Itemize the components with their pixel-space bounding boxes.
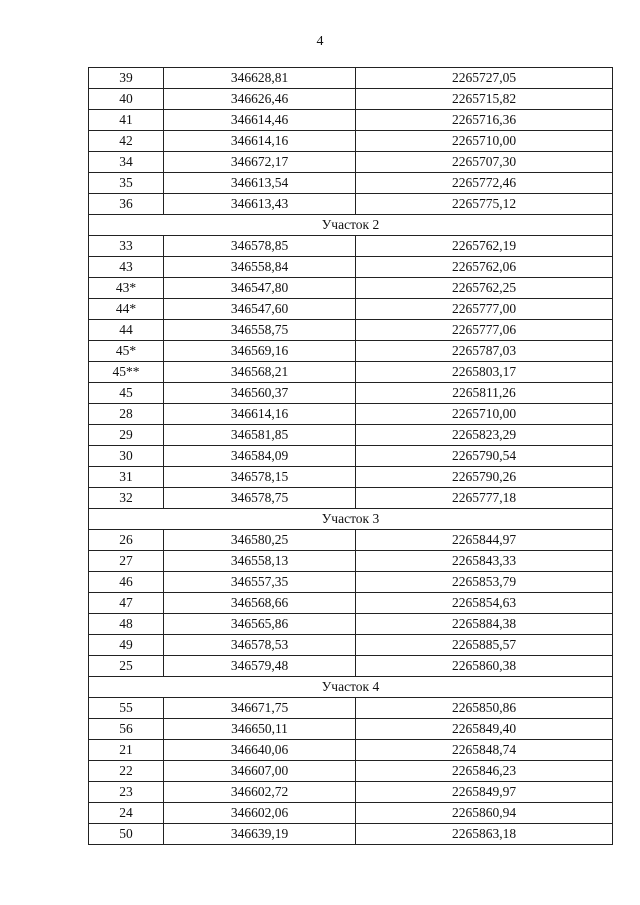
x-coordinate-cell: 346672,17 [164, 152, 356, 173]
x-coordinate-cell: 346557,35 [164, 572, 356, 593]
point-number-cell: 45** [89, 362, 164, 383]
y-coordinate-cell: 2265811,26 [356, 383, 613, 404]
y-coordinate-cell: 2265849,97 [356, 782, 613, 803]
y-coordinate-cell: 2265710,00 [356, 131, 613, 152]
y-coordinate-cell: 2265850,86 [356, 698, 613, 719]
table-row [89, 572, 613, 593]
table-row [89, 488, 613, 509]
table-row [89, 446, 613, 467]
point-number-cell: 55 [89, 698, 164, 719]
y-coordinate-cell: 2265777,18 [356, 488, 613, 509]
section-title: Участок 2 [89, 215, 613, 236]
table-row [89, 68, 613, 89]
point-number-cell: 40 [89, 89, 164, 110]
y-coordinate-cell: 2265727,05 [356, 68, 613, 89]
point-number-cell: 24 [89, 803, 164, 824]
point-number-cell: 23 [89, 782, 164, 803]
point-number-cell: 56 [89, 719, 164, 740]
table-row [89, 320, 613, 341]
section-header-row [89, 677, 613, 698]
x-coordinate-cell: 346578,75 [164, 488, 356, 509]
x-coordinate-cell: 346584,09 [164, 446, 356, 467]
point-number-cell: 36 [89, 194, 164, 215]
table-row [89, 530, 613, 551]
table-row [89, 635, 613, 656]
x-coordinate-cell: 346613,43 [164, 194, 356, 215]
y-coordinate-cell: 2265844,97 [356, 530, 613, 551]
x-coordinate-cell: 346626,46 [164, 89, 356, 110]
point-number-cell: 21 [89, 740, 164, 761]
table-row [89, 551, 613, 572]
x-coordinate-cell: 346547,80 [164, 278, 356, 299]
point-number-cell: 31 [89, 467, 164, 488]
x-coordinate-cell: 346558,13 [164, 551, 356, 572]
y-coordinate-cell: 2265860,94 [356, 803, 613, 824]
y-coordinate-cell: 2265860,38 [356, 656, 613, 677]
y-coordinate-cell: 2265715,82 [356, 89, 613, 110]
x-coordinate-cell: 346580,25 [164, 530, 356, 551]
y-coordinate-cell: 2265823,29 [356, 425, 613, 446]
point-number-cell: 45* [89, 341, 164, 362]
table-row [89, 761, 613, 782]
x-coordinate-cell: 346671,75 [164, 698, 356, 719]
point-number-cell: 49 [89, 635, 164, 656]
point-number-cell: 29 [89, 425, 164, 446]
table-row [89, 110, 613, 131]
x-coordinate-cell: 346640,06 [164, 740, 356, 761]
table-row [89, 824, 613, 845]
x-coordinate-cell: 346558,84 [164, 257, 356, 278]
x-coordinate-cell: 346613,54 [164, 173, 356, 194]
y-coordinate-cell: 2265716,36 [356, 110, 613, 131]
table-row [89, 362, 613, 383]
table-row [89, 719, 613, 740]
x-coordinate-cell: 346578,85 [164, 236, 356, 257]
y-coordinate-cell: 2265707,30 [356, 152, 613, 173]
x-coordinate-cell: 346639,19 [164, 824, 356, 845]
point-number-cell: 30 [89, 446, 164, 467]
x-coordinate-cell: 346578,53 [164, 635, 356, 656]
point-number-cell: 44 [89, 320, 164, 341]
point-number-cell: 39 [89, 68, 164, 89]
table-row [89, 236, 613, 257]
x-coordinate-cell: 346614,16 [164, 131, 356, 152]
y-coordinate-cell: 2265853,79 [356, 572, 613, 593]
table-row [89, 593, 613, 614]
y-coordinate-cell: 2265772,46 [356, 173, 613, 194]
x-coordinate-cell: 346581,85 [164, 425, 356, 446]
point-number-cell: 50 [89, 824, 164, 845]
y-coordinate-cell: 2265762,19 [356, 236, 613, 257]
point-number-cell: 47 [89, 593, 164, 614]
table-row [89, 278, 613, 299]
y-coordinate-cell: 2265790,26 [356, 467, 613, 488]
table-row [89, 698, 613, 719]
table-row [89, 152, 613, 173]
x-coordinate-cell: 346602,06 [164, 803, 356, 824]
y-coordinate-cell: 2265863,18 [356, 824, 613, 845]
table-row [89, 656, 613, 677]
table-row [89, 173, 613, 194]
y-coordinate-cell: 2265790,54 [356, 446, 613, 467]
table-row [89, 614, 613, 635]
section-title: Участок 4 [89, 677, 613, 698]
point-number-cell: 28 [89, 404, 164, 425]
table-row [89, 740, 613, 761]
point-number-cell: 32 [89, 488, 164, 509]
point-number-cell: 43* [89, 278, 164, 299]
y-coordinate-cell: 2265849,40 [356, 719, 613, 740]
x-coordinate-cell: 346578,15 [164, 467, 356, 488]
x-coordinate-cell: 346560,37 [164, 383, 356, 404]
point-number-cell: 26 [89, 530, 164, 551]
y-coordinate-cell: 2265846,23 [356, 761, 613, 782]
point-number-cell: 45 [89, 383, 164, 404]
x-coordinate-cell: 346614,46 [164, 110, 356, 131]
y-coordinate-cell: 2265787,03 [356, 341, 613, 362]
y-coordinate-cell: 2265775,12 [356, 194, 613, 215]
y-coordinate-cell: 2265803,17 [356, 362, 613, 383]
x-coordinate-cell: 346614,16 [164, 404, 356, 425]
point-number-cell: 46 [89, 572, 164, 593]
y-coordinate-cell: 2265854,63 [356, 593, 613, 614]
point-number-cell: 43 [89, 257, 164, 278]
y-coordinate-cell: 2265777,06 [356, 320, 613, 341]
table-row [89, 782, 613, 803]
x-coordinate-cell: 346650,11 [164, 719, 356, 740]
section-header-row [89, 215, 613, 236]
table-row [89, 341, 613, 362]
table-row [89, 404, 613, 425]
coordinates-table [88, 67, 613, 845]
x-coordinate-cell: 346547,60 [164, 299, 356, 320]
section-title: Участок 3 [89, 509, 613, 530]
point-number-cell: 34 [89, 152, 164, 173]
point-number-cell: 41 [89, 110, 164, 131]
x-coordinate-cell: 346579,48 [164, 656, 356, 677]
table-row [89, 467, 613, 488]
x-coordinate-cell: 346628,81 [164, 68, 356, 89]
y-coordinate-cell: 2265762,06 [356, 257, 613, 278]
point-number-cell: 27 [89, 551, 164, 572]
y-coordinate-cell: 2265762,25 [356, 278, 613, 299]
coordinates-table-body [89, 68, 613, 845]
y-coordinate-cell: 2265843,33 [356, 551, 613, 572]
y-coordinate-cell: 2265848,74 [356, 740, 613, 761]
table-row [89, 89, 613, 110]
x-coordinate-cell: 346558,75 [164, 320, 356, 341]
x-coordinate-cell: 346568,66 [164, 593, 356, 614]
y-coordinate-cell: 2265885,57 [356, 635, 613, 656]
table-row [89, 299, 613, 320]
x-coordinate-cell: 346568,21 [164, 362, 356, 383]
point-number-cell: 42 [89, 131, 164, 152]
y-coordinate-cell: 2265884,38 [356, 614, 613, 635]
x-coordinate-cell: 346602,72 [164, 782, 356, 803]
table-row [89, 383, 613, 404]
table-row [89, 131, 613, 152]
table-row [89, 803, 613, 824]
table-row [89, 425, 613, 446]
section-header-row [89, 509, 613, 530]
point-number-cell: 22 [89, 761, 164, 782]
table-row [89, 194, 613, 215]
table-row [89, 257, 613, 278]
point-number-cell: 44* [89, 299, 164, 320]
point-number-cell: 48 [89, 614, 164, 635]
x-coordinate-cell: 346565,86 [164, 614, 356, 635]
point-number-cell: 35 [89, 173, 164, 194]
y-coordinate-cell: 2265777,00 [356, 299, 613, 320]
point-number-cell: 33 [89, 236, 164, 257]
page-number: 4 [316, 34, 324, 49]
x-coordinate-cell: 346569,16 [164, 341, 356, 362]
y-coordinate-cell: 2265710,00 [356, 404, 613, 425]
point-number-cell: 25 [89, 656, 164, 677]
x-coordinate-cell: 346607,00 [164, 761, 356, 782]
